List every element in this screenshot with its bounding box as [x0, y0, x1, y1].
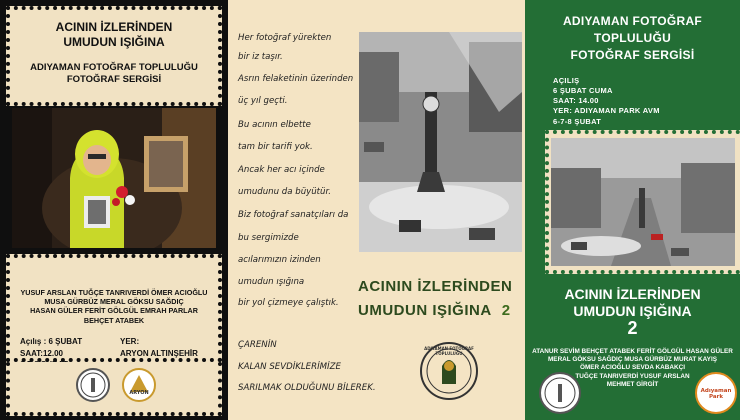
middle-big-title-line1: ACININ İZLERİNDEN: [358, 278, 513, 295]
left-participants-line: MUSA GÜRBÜZ MERAL GÖKSU SAĞDIÇ: [44, 297, 184, 307]
poem-line: Asrın felaketinin üzerinden: [238, 74, 354, 84]
right-title-line3: FOTOĞRAF SERGİSİ: [570, 48, 695, 62]
left-photo: [12, 108, 216, 248]
right-participants-line: TUĞÇE TANRIVERDİ YUSUF ARSLAN: [575, 372, 690, 380]
left-opening: Açılış : 6 ŞUBAT: [20, 337, 83, 346]
middle-poster: [228, 0, 525, 420]
right-info-line: 6-7-8 ŞUBAT: [553, 116, 602, 126]
poem-line: Bu acının elbette: [238, 120, 311, 130]
child-vigil-photo: [12, 108, 216, 248]
middle-big-title-line2: [358, 302, 511, 319]
adiyaman-park-logo: [695, 372, 737, 414]
right-participants-line: MEHMET GİRGİT: [606, 380, 659, 388]
left-participants: [10, 288, 218, 325]
poem-line: Her fotoğraf yürekten: [238, 33, 332, 43]
right-big-number: 2: [627, 318, 638, 338]
right-title-line1: ADIYAMAN FOTOĞRAF: [562, 14, 703, 28]
club-emblem-icon: [420, 342, 478, 400]
right-participants-line: ATANUR SEVİM BEHÇET ATABEK FERİT GÖLGÜL HASAN GÜLER: [532, 348, 733, 355]
right-info-line: SAAT: 14.00: [553, 96, 599, 106]
right-title-line2: TOPLULUĞU: [593, 31, 672, 45]
middle-big-title-text: UMUDUN IŞIĞINA: [358, 302, 492, 319]
poem-line: bu sergimizde: [238, 233, 299, 243]
closing-line: SARILMAK OLDUĞUNU BİLEREK.: [238, 383, 376, 393]
poem-line: bir yol çizmeye çalıştık.: [238, 298, 339, 308]
right-schedule: [553, 76, 660, 127]
closing-line: KALAN SEVDİKLERİMİZE: [238, 362, 341, 372]
left-title-line1: ACININ İZLERİNDEN: [55, 20, 173, 34]
left-venue-label: YER:: [120, 337, 140, 346]
right-info-line: AÇILIŞ: [553, 76, 580, 85]
left-time: SAAT:12.00: [20, 348, 63, 358]
left-logo-stamp: [6, 362, 222, 416]
aryon-logo-text: ARYON: [129, 390, 149, 396]
poem-line: umudunu da büyütür.: [238, 187, 331, 197]
poem-line: Biz fotoğraf sanatçıları da: [238, 210, 349, 220]
left-venue-name: ARYON ALTINŞEHİR: [120, 348, 198, 358]
right-info-line: YER: ADIYAMAN PARK AVM: [553, 106, 660, 116]
poem-line: tam bir tarifi yok.: [238, 142, 313, 152]
snowy-square-photo: [359, 32, 522, 252]
left-venue: [120, 336, 198, 359]
middle-big-number: 2: [501, 302, 511, 319]
right-poster: [525, 0, 740, 420]
left-participants-line: YUSUF ARSLAN TUĞÇE TANRIVERDİ ÖMER ACIOĞLU: [20, 288, 208, 297]
aryon-logo: [122, 368, 156, 402]
club-seal-icon: [76, 368, 110, 402]
poem-line: umudun ışığına: [238, 277, 305, 287]
right-info-line: 6 ŞUBAT CUMA: [553, 86, 613, 96]
poem-line: acılarımızın izinden: [238, 255, 321, 265]
club-seal-icon: [539, 372, 581, 414]
right-participants-line: ÖMER ACIOĞLU SEVDA KABAKÇI: [580, 364, 685, 372]
closing-line: ÇARENİN: [238, 340, 277, 350]
left-subtitle-line1: ADIYAMAN FOTOĞRAF TOPLULUĞU: [30, 62, 198, 73]
left-subtitle-line2: FOTOĞRAF SERGİSİ: [66, 74, 162, 85]
poem-line: Ancak her acı içinde: [238, 165, 325, 175]
right-big-title-line1: ACININ İZLERİNDEN: [564, 286, 701, 302]
right-big-title-line2: UMUDUN IŞIĞINA: [573, 303, 692, 319]
park-logo-text: Adıyaman Park: [700, 388, 732, 400]
poem-line: bir iz taşır.: [238, 52, 283, 62]
left-title-line2: UMUDUN IŞIĞINA: [63, 35, 165, 49]
club-emblem-text: ADIYAMAN FOTOĞRAF TOPLULUĞU: [424, 346, 474, 356]
snowy-avenue-photo: [551, 138, 735, 266]
right-participants-line: MERAL GÖKSU SAĞDIÇ MUSA GÜRBÜZ MURAT KAYIŞ: [547, 356, 717, 364]
left-participants-line: HASAN GÜLER FERİT GÖLGÜL EMRAH PARLAR: [30, 306, 198, 316]
left-poster: [0, 0, 228, 420]
poem-line: üç yıl geçti.: [238, 96, 288, 106]
left-participants-line: BEHÇET ATABEK: [83, 315, 145, 325]
